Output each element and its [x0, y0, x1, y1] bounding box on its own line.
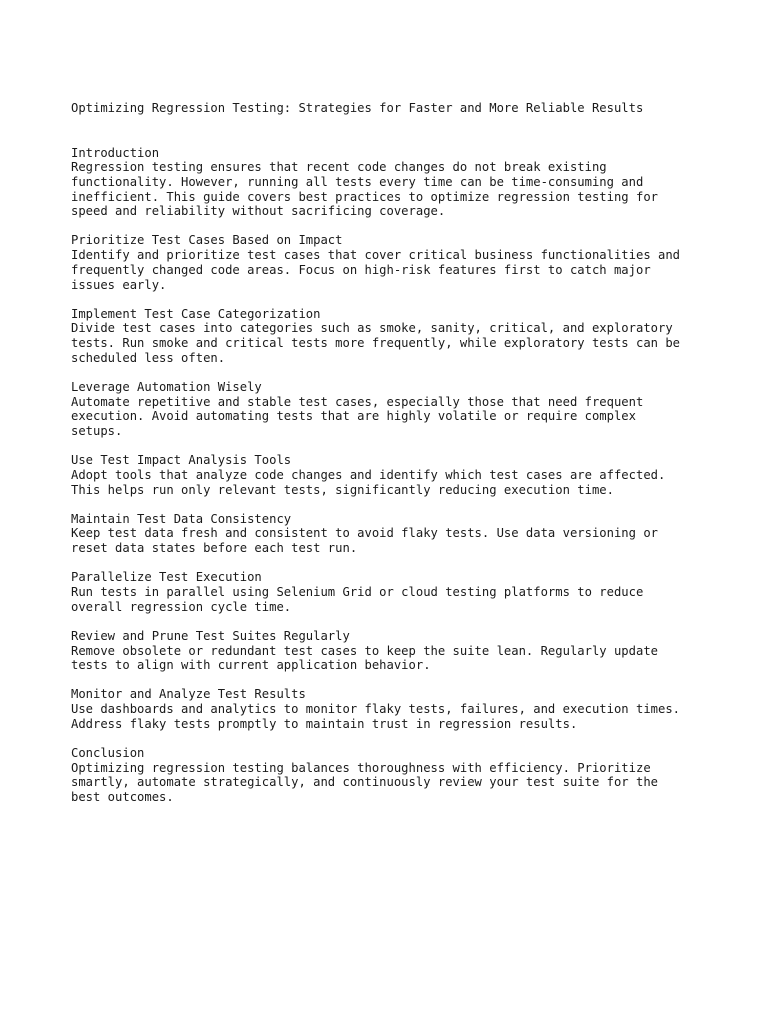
section-heading: Leverage Automation Wisely — [71, 379, 262, 394]
section-heading: Monitor and Analyze Test Results — [71, 687, 306, 702]
section-heading: Review and Prune Test Suites Regularly — [71, 628, 350, 643]
document-title: Optimizing Regression Testing: Strategies for Faster and More Reliable Results — [71, 101, 644, 116]
paragraph-line: Adopt tools that analyze code changes and identify which test cases are affected. — [71, 467, 666, 482]
paragraph-line: setups. — [71, 424, 123, 438]
section — [71, 629, 731, 673]
paragraph-line: Identify and prioritize test cases that cover critical business functionalities and — [71, 248, 681, 263]
section — [71, 146, 731, 219]
section-heading: Introduction — [71, 145, 160, 160]
paragraph-line: issues early. — [71, 277, 167, 292]
section — [71, 307, 731, 366]
section-heading: Conclusion — [71, 746, 145, 760]
section-heading: Maintain Test Data Consistency — [71, 511, 292, 526]
paragraph-line: Keep test data fresh and consistent to avoid flaky tests. Use data versioning or — [71, 526, 658, 541]
paragraph-line: This helps run only relevant tests, significantly reducing execution time. — [71, 482, 614, 497]
paragraph-line: Remove obsolete or redundant test cases to keep the suite lean. Regularly update — [71, 643, 658, 658]
section — [71, 380, 731, 439]
section-heading: Prioritize Test Cases Based on Impact — [71, 233, 343, 248]
paragraph-line: best outcomes. — [71, 790, 174, 805]
section — [71, 453, 731, 497]
paragraph-line: tests to align with current application behavior. — [71, 658, 431, 673]
paragraph-line: speed and reliability without sacrificing coverage. — [71, 204, 446, 219]
paragraph-line: reset data states before each test run. — [71, 541, 358, 556]
paragraph-line: frequently changed code areas. Focus on high-risk features first to catch major — [71, 262, 651, 277]
section-heading: Parallelize Test Execution — [71, 570, 262, 585]
paragraph-line: execution. Avoid automating tests that are highly volatile or require complex — [71, 409, 636, 424]
section-heading: Implement Test Case Categorization — [71, 306, 321, 321]
paragraph-line: tests. Run smoke and critical tests more frequently, while exploratory tests can be — [71, 336, 681, 351]
paragraph-line: inefficient. This guide covers best practices to optimize regression testing for — [71, 189, 658, 204]
section — [71, 746, 731, 805]
document-page — [71, 72, 731, 819]
paragraph-line: Automate repetitive and stable test cases, especially those that need frequent — [71, 394, 644, 409]
paragraph-line: smartly, automate strategically, and continuously review your test suite for the — [71, 775, 658, 790]
section — [71, 512, 731, 556]
paragraph-line: Divide test cases into categories such as smoke, sanity, critical, and exploratory — [71, 321, 673, 336]
paragraph-line: scheduled less often. — [71, 350, 226, 365]
section-heading: Use Test Impact Analysis Tools — [71, 453, 292, 468]
paragraph-line: Regression testing ensures that recent code changes do not break existing — [71, 160, 607, 175]
document-body — [71, 146, 731, 805]
section — [71, 233, 731, 292]
paragraph-line: Optimizing regression testing balances thoroughness with efficiency. Prioritize — [71, 760, 651, 775]
paragraph-line: Use dashboards and analytics to monitor flaky tests, failures, and execution times. — [71, 702, 681, 717]
section — [71, 570, 731, 614]
paragraph-line: overall regression cycle time. — [71, 599, 292, 614]
paragraph-line: Address flaky tests promptly to maintain trust in regression results. — [71, 716, 578, 731]
section — [71, 687, 731, 731]
paragraph-line: Run tests in parallel using Selenium Grid or cloud testing platforms to reduce — [71, 585, 644, 599]
paragraph-line: functionality. However, running all tests every time can be time-consuming and — [71, 174, 644, 189]
